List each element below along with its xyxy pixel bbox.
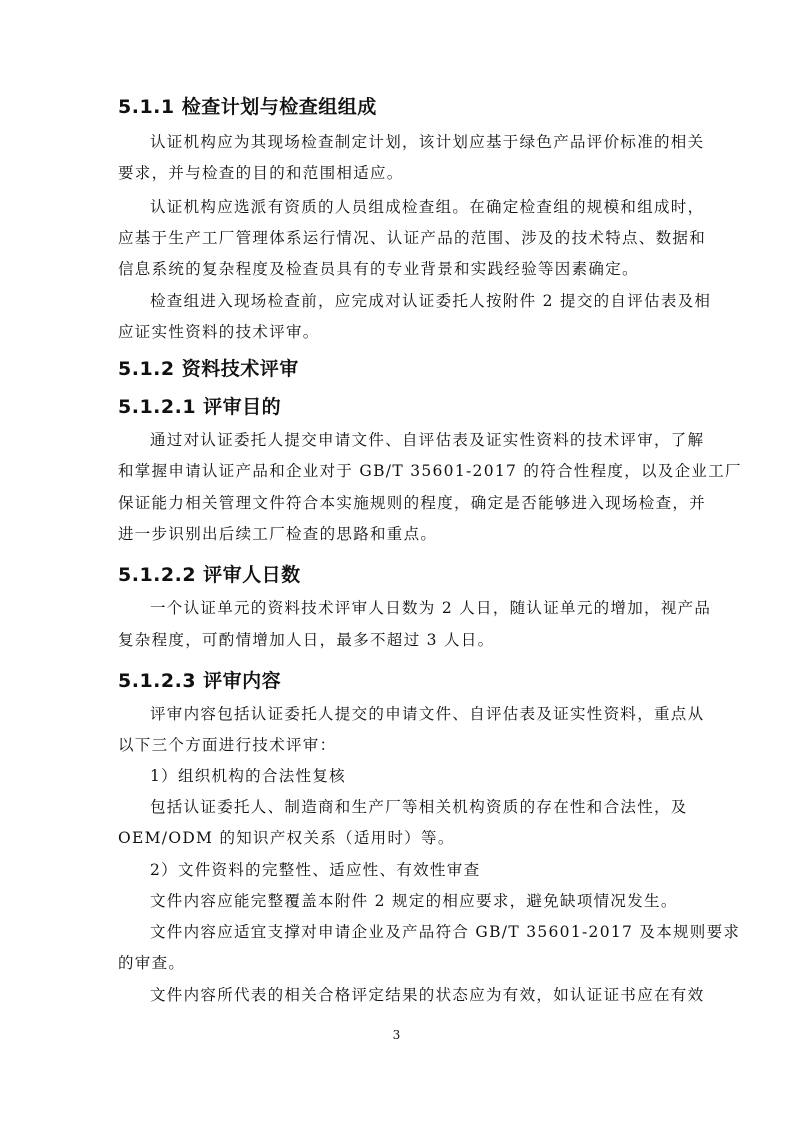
- text-line: 检查组进入现场检查前，应完成对认证委托人按附件 2 提交的自评估表及相: [150, 292, 712, 310]
- text-line: 文件内容应能完整覆盖本附件 2 规定的相应要求，避免缺项情况发生。: [150, 892, 678, 910]
- text-line: 和掌握申请认证产品和企业对于 GB/T 35601-2017 的符合性程度，以及企业工厂: [118, 462, 742, 480]
- heading-5-1-2-3: 5.1.2.3 评审内容: [118, 670, 282, 692]
- text-line: 一个认证单元的资料技术评审人日数为 2 人日，随认证单元的增加，视产品: [150, 599, 712, 617]
- text-line: OEM/ODM 的知识产权关系（适用时）等。: [118, 829, 455, 847]
- text-line: 进一步识别出后续工厂检查的思路和重点。: [118, 525, 438, 543]
- text-line: 保证能力相关管理文件符合本实施规则的程度，确定是否能够进入现场检查，并: [118, 494, 707, 512]
- text-line: 通过对认证委托人提交申请文件、自评估表及证实性资料的技术评审，了解: [150, 431, 705, 449]
- text-line: 认证机构应选派有资质的人员组成检查组。在确定检查组的规模和组成时，: [150, 198, 705, 216]
- list-item-2: 2）文件资料的完整性、适应性、有效性审查: [150, 861, 481, 879]
- text-line: 文件内容应适宜支撑对申请企业及产品符合 GB/T 35601-2017 及本规则要求: [150, 923, 741, 941]
- text-line: 复杂程度，可酌情增加人日，最多不超过 3 人日。: [118, 631, 495, 649]
- text-line: 要求，并与检查的目的和范围相适应。: [118, 164, 404, 182]
- text-line: 认证机构应为其现场检查制定计划，该计划应基于绿色产品评价标准的相关: [150, 133, 705, 151]
- text-line: 应证实性资料的技术评审。: [118, 323, 320, 341]
- text-line: 信息系统的复杂程度及检查员具有的专业背景和实践经验等因素确定。: [118, 260, 639, 278]
- heading-5-1-2-1: 5.1.2.1 评审目的: [118, 396, 282, 418]
- list-item-1: 1）组织机构的合法性复核: [150, 767, 346, 785]
- page-number: 3: [392, 1028, 401, 1042]
- heading-5-1-1: 5.1.1 检查计划与检查组组成: [118, 96, 377, 118]
- heading-5-1-2: 5.1.2 资料技术评审: [118, 358, 299, 380]
- text-line: 以下三个方面进行技术评审：: [118, 736, 337, 754]
- text-line: 应基于生产工厂管理体系运行情况、认证产品的范围、涉及的技术特点、数据和: [118, 229, 707, 247]
- text-line: 的审查。: [118, 954, 186, 972]
- text-line: 包括认证委托人、制造商和生产厂等相关机构资质的存在性和合法性，及: [150, 798, 688, 816]
- text-line: 文件内容所代表的相关合格评定结果的状态应为有效，如认证证书应在有效: [150, 986, 705, 1004]
- text-line: 评审内容包括认证委托人提交的申请文件、自评估表及证实性资料，重点从: [150, 705, 705, 723]
- heading-5-1-2-2: 5.1.2.2 评审人日数: [118, 564, 301, 586]
